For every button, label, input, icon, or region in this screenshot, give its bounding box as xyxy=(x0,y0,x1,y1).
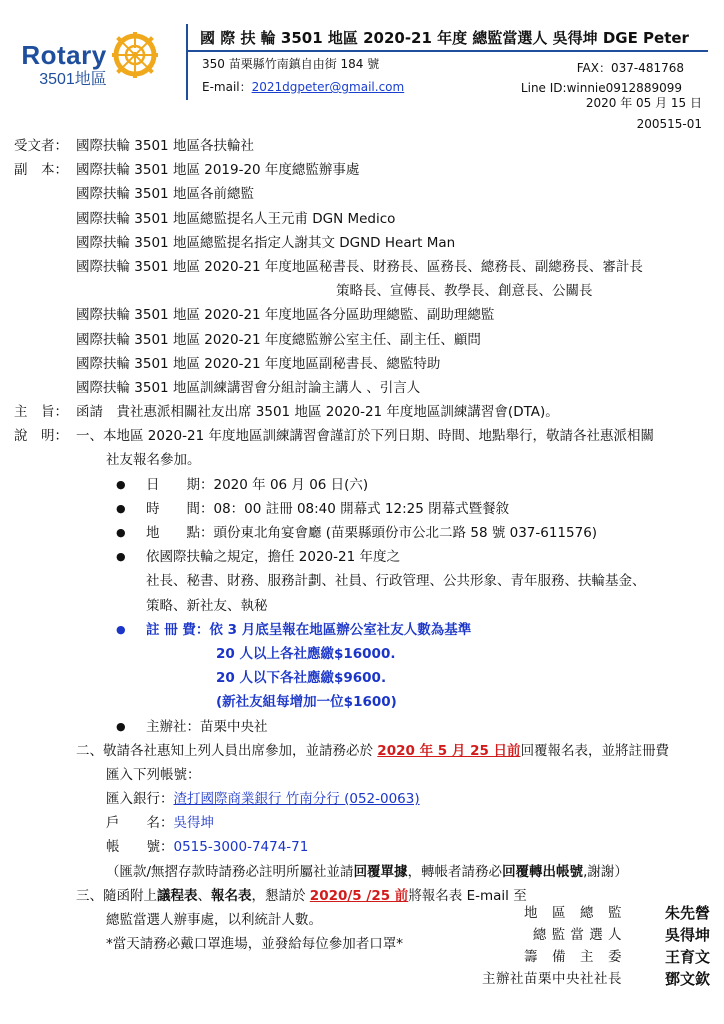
bank-name: 渣打國際商業銀行 竹南分行 (052-0063) xyxy=(173,791,420,808)
bullet-icon: ● xyxy=(116,719,126,733)
letterhead-email xyxy=(202,79,404,95)
letterhead-title: 國 際 扶 輪 3501 地區 2020-21 年度 總監當選人 吳得坤 DGE Peter xyxy=(200,29,689,47)
cc-row xyxy=(14,303,714,327)
cc-row xyxy=(14,158,714,182)
signature-name: 鄧文欽 xyxy=(664,970,710,988)
fee-new-member: (新社友組每增加一位$1600) xyxy=(216,694,397,711)
account-row xyxy=(14,835,714,859)
item3-deadline: 2020/5 /25 前 xyxy=(309,887,409,904)
letterhead-line-id: Line ID:winnie0912889099 xyxy=(520,81,682,95)
fee-under-20: 20 人以下各社應繳$9600. xyxy=(216,670,387,687)
email-label: E-mail： xyxy=(202,80,252,94)
registration-fee: 註 冊 費：依 3 月底呈報在地區辦公室社友人數為基準 xyxy=(146,621,472,638)
cc-line: 策略長、宣傳長、教學長、創意長、公關長 xyxy=(336,283,593,300)
signature-row xyxy=(430,902,710,924)
remit-header-row xyxy=(14,763,714,787)
note-pre: （匯款/無摺存款時請務必註明所屬社並請 xyxy=(106,863,354,880)
bank-label: 匯入銀行： xyxy=(106,791,174,808)
logo-district: 3501地區 xyxy=(39,71,107,88)
signature-name: 王育文 xyxy=(664,948,710,966)
explanation-row xyxy=(14,448,714,472)
note-mid: ，轉帳者請務必 xyxy=(407,863,503,880)
account-info xyxy=(106,835,308,859)
attendee-roles-cont: 策略、新社友、執秘 xyxy=(146,597,268,614)
signature-row xyxy=(430,968,710,990)
signature-row xyxy=(430,946,710,968)
item3-post: 將報名表 E-mail 至 xyxy=(408,887,527,904)
list-item xyxy=(14,715,714,739)
signature-name: 吳得坤 xyxy=(664,926,710,944)
signature-name: 朱先營 xyxy=(664,904,710,922)
rotary-logo xyxy=(14,40,114,90)
subject-row xyxy=(14,400,714,424)
subject-label: 主 旨： xyxy=(14,404,68,421)
recipient-row xyxy=(14,134,714,158)
list-item-cont xyxy=(14,594,714,618)
account-number: 0515-3000-7474-71 xyxy=(173,839,309,856)
bank-info xyxy=(106,787,420,811)
cc-line: 國際扶輪 3501 地區 2020-21 年度地區副秘書長、總監特助 xyxy=(76,355,441,372)
cc-line: 國際扶輪 3501 地區訓練講習會分組討論主講人 、引言人 xyxy=(76,379,421,396)
header-divider-vertical xyxy=(186,24,188,100)
letter-body xyxy=(14,134,714,956)
attendee-roles: 社長、秘書、財務、服務計劃、社員、行政管理、公共形象、青年服務、扶輪基金、 xyxy=(146,573,646,590)
cc-line: 國際扶輪 3501 地區各前總監 xyxy=(76,186,254,203)
item3-form: 報名表 xyxy=(211,887,252,904)
list-item xyxy=(14,497,714,521)
cc-label: 副 本： xyxy=(14,162,68,179)
holder-info xyxy=(106,811,214,835)
remit-note-row xyxy=(14,860,714,884)
cc-row xyxy=(14,182,714,206)
bullet-icon: ● xyxy=(116,550,126,564)
remit-note xyxy=(106,860,628,884)
remit-header: 匯入下列帳號： xyxy=(106,766,201,783)
signature-title: 籌 備 主 委 xyxy=(524,949,622,965)
cc-row xyxy=(14,376,714,400)
item2-post: 回覆報名表，並將註冊費 xyxy=(520,742,670,759)
explanation-row xyxy=(14,424,714,448)
host-club: 主辦社：苗栗中央社 xyxy=(146,718,268,735)
bullet-icon: ● xyxy=(116,622,126,636)
cc-row xyxy=(14,352,714,376)
item1-text: 一、本地區 2020-21 年度地區訓練講習會謹訂於下列日期、時間、地點舉行，敬請各社惠派相關 xyxy=(76,428,654,445)
bullet-icon: ● xyxy=(116,526,126,539)
item3-text-cont: 總監當選人辦事處，以利統計人數。 xyxy=(106,912,322,928)
holder-name: 吳得坤 xyxy=(173,815,214,832)
signature-title: 總 監 當 選 人 xyxy=(532,927,622,943)
item1-text-cont: 社友報名參加。 xyxy=(106,452,201,469)
list-item xyxy=(14,521,714,545)
note-post: ,謝謝） xyxy=(583,863,628,880)
document-date: 2020 年 05 月 15 日 xyxy=(585,96,702,110)
list-item xyxy=(14,618,714,642)
list-item-cont xyxy=(14,666,714,690)
letterhead-fax: FAX：037-481768 xyxy=(576,61,684,75)
cc-line: 國際扶輪 3501 地區 2020-21 年度地區秘書長、財務長、區務長、總務長、副總務長、審計長 xyxy=(76,258,643,275)
signature-title: 地 區 總 監 xyxy=(524,905,622,921)
event-date: 日 期：2020 年 06 月 06 日(六) xyxy=(146,476,369,493)
subject-text: 函請 貴社惠派相關社友出席 3501 地區 2020-21 年度地區訓練講習會(DTA)。 xyxy=(76,404,559,421)
item2-pre: 二、敬請各社惠知上列人員出席參加，並請務必於 xyxy=(76,742,378,759)
cc-row xyxy=(14,207,714,231)
list-item-cont xyxy=(14,642,714,666)
note-receipt: 回覆單據 xyxy=(353,863,408,880)
cc-line: 國際扶輪 3501 地區 2020-21 年度地區各分區助理總監、副助理總監 xyxy=(76,307,495,324)
mask-note: *當天請務必戴口罩進場，並發給每位參加者口罩* xyxy=(106,936,403,953)
event-place: 地 點：頭份東北角宴會廳 (苗栗縣頭份市公北二路 58 號 037-611576) xyxy=(146,525,598,541)
email-link[interactable]: 2021dgpeter@gmail.com xyxy=(251,80,405,94)
note-account: 回覆轉出帳號 xyxy=(502,863,584,880)
cc-line: 國際扶輪 3501 地區總監提名指定人謝其文 DGND Heart Man xyxy=(76,234,456,251)
letterhead-address: 350 苗栗縣竹南鎮自由街 184 號 xyxy=(202,57,380,71)
item2-row xyxy=(14,739,714,763)
item3-sep: 、 xyxy=(197,887,211,904)
cc-line: 國際扶輪 3501 地區 2019-20 年度總監辦事處 xyxy=(76,162,360,179)
holder-label: 戶 名： xyxy=(106,815,174,832)
cc-line: 國際扶輪 3501 地區總監提名人王元甫 DGN Medico xyxy=(76,210,396,227)
list-item xyxy=(14,473,714,497)
bank-row xyxy=(14,787,714,811)
list-item-cont xyxy=(14,690,714,714)
list-item xyxy=(14,545,714,569)
bullet-icon: ● xyxy=(116,477,126,491)
list-item-cont xyxy=(14,569,714,593)
explanation-label: 說 明： xyxy=(14,428,68,445)
logo-wordmark: Rotary xyxy=(21,40,107,70)
signature-title: 主辦社苗栗中央社社長 xyxy=(482,971,622,987)
signature-row xyxy=(430,924,710,946)
cc-row xyxy=(14,231,714,255)
recipient-text: 國際扶輪 3501 地區各扶輪社 xyxy=(76,138,254,154)
cc-row xyxy=(14,328,714,352)
cc-row xyxy=(14,279,714,303)
cc-row xyxy=(14,255,714,279)
item3-agenda: 議程表 xyxy=(157,887,198,904)
attendee-rule: 依國際扶輪之規定，擔任 2020-21 年度之 xyxy=(146,549,400,566)
recipient-label: 受文者： xyxy=(14,138,68,154)
account-label: 帳 號： xyxy=(106,839,174,856)
item2-deadline: 2020 年 5 月 25 日前 xyxy=(377,742,521,759)
item3-mid: ，懇請於 xyxy=(251,887,310,904)
rotary-wheel-icon xyxy=(112,32,158,78)
cc-line: 國際扶輪 3501 地區 2020-21 年度總監辦公室主任、副主任、顧問 xyxy=(76,331,481,348)
fee-over-20: 20 人以上各社應繳$16000. xyxy=(216,645,396,662)
item2-text xyxy=(76,739,669,763)
holder-row xyxy=(14,811,714,835)
document-number: 200515-01 xyxy=(636,117,702,131)
signature-block xyxy=(430,902,710,990)
bullet-icon: ● xyxy=(116,501,126,515)
item3-pre: 三、隨函附上 xyxy=(76,887,157,904)
event-time: 時 間：08：00 註冊 08:40 開幕式 12:25 閉幕式暨餐敘 xyxy=(146,500,510,517)
header-divider-horizontal xyxy=(188,50,708,52)
